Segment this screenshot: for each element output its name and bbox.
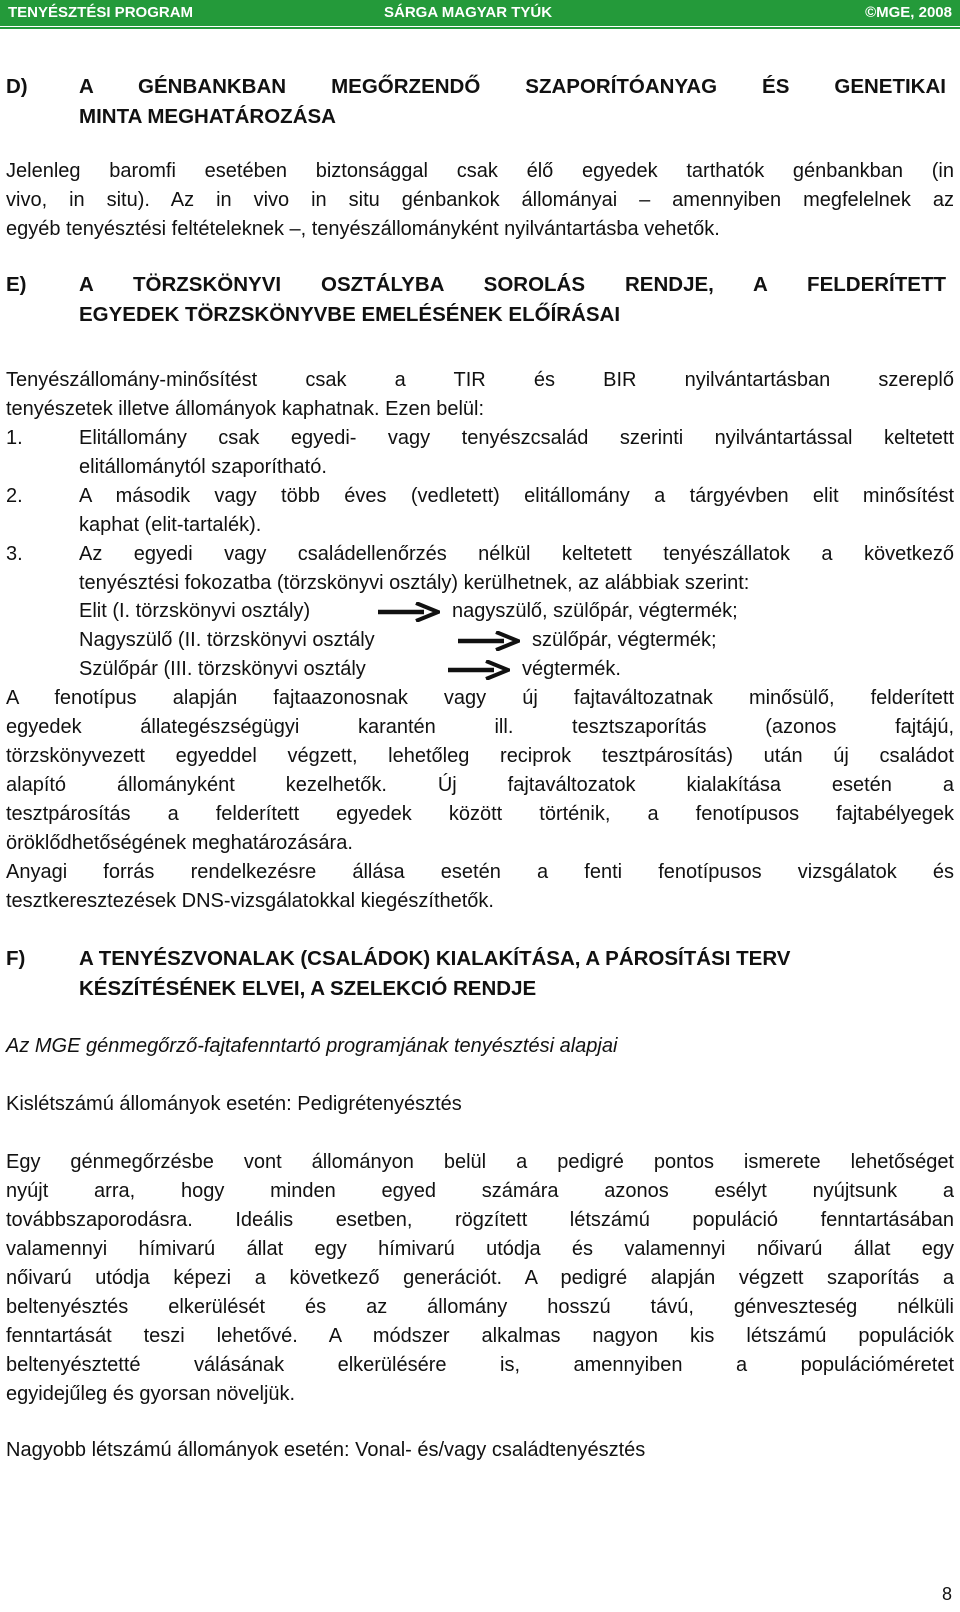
header-program: TENYÉSZTÉSI PROGRAM bbox=[8, 4, 194, 21]
section-e-paragraph-1 bbox=[6, 684, 954, 858]
class-row-nagyszulo-to bbox=[532, 626, 717, 655]
class-row-nagyszulo bbox=[79, 626, 375, 655]
list-item bbox=[6, 482, 954, 540]
list-item-number: 3. bbox=[6, 543, 23, 565]
paragraph-line: tesztkeresztezések DNS-vizsgálatokkal kiegészíthetők. bbox=[6, 890, 494, 912]
section-e-title bbox=[79, 270, 946, 330]
large-population-heading bbox=[6, 1436, 954, 1465]
section-e-title-line: A TÖRZSKÖNYVI OSZTÁLYBA SOROLÁS RENDJE, A FELDERÍTETT bbox=[79, 273, 946, 296]
list-item-line: A második vagy több éves (vedletett) elitállomány a tárgyévben elit minősítést bbox=[79, 485, 954, 507]
section-d-title-line: A GÉNBANKBAN MEGŐRZENDŐ SZAPORÍTÓANYAG ÉS GENETIKAI bbox=[79, 75, 946, 98]
right-arrow-icon bbox=[378, 602, 440, 622]
section-d-title-line: MINTA MEGHATÁROZÁSA bbox=[79, 105, 336, 128]
section-e-title-line: EGYEDEK TÖRZSKÖNYVBE EMELÉSÉNEK ELŐÍRÁSAI bbox=[79, 303, 621, 326]
class-row-szulopar-to bbox=[522, 655, 621, 684]
list-item-line: Elitállomány csak egyedi- vagy tenyészcsalád szerinti nyilvántartással keltetett bbox=[79, 427, 954, 449]
paragraph-line: Anyagi forrás rendelkezésre állása esetén a fenti fenotípusos vizsgálatok és bbox=[6, 861, 954, 883]
section-f-letter: F) bbox=[6, 947, 26, 970]
list-item-line: elitállománytól szaporítható. bbox=[79, 456, 327, 478]
class-row-to: nagyszülő, szülőpár, végtermék; bbox=[452, 600, 738, 622]
section-e-intro bbox=[6, 366, 954, 424]
right-arrow-icon bbox=[458, 631, 520, 651]
class-row-elit bbox=[79, 597, 310, 626]
paragraph-line: A fenotípus alapján fajtaazonosnak vagy új fajtaváltozatnak minősülő, felderített bbox=[6, 687, 954, 709]
paragraph-line: Egy génmegőrzésbe vont állományon belül a pedigré pontos ismerete lehetőséget bbox=[6, 1151, 954, 1173]
paragraph-line: tesztpárosítás a felderített egyedek között történik, a fenotípusos fajtabélyegek bbox=[6, 803, 954, 825]
class-row-to: szülőpár, végtermék; bbox=[532, 629, 717, 651]
header-breed: SÁRGA MAGYAR TYÚK bbox=[384, 4, 553, 21]
list-item bbox=[6, 424, 954, 482]
class-row-elit-to bbox=[452, 597, 738, 626]
paragraph-line: beltenyésztés elkerülését és az állomány hosszú távú, génveszteség nélküli bbox=[6, 1296, 954, 1318]
list-item bbox=[6, 540, 954, 598]
paragraph-line: alapító állományként kezelhetők. Új fajtaváltozatok kialakítása esetén a bbox=[6, 774, 954, 796]
paragraph-line: tenyészetek illetve állományok kaphatnak. Ezen belül: bbox=[6, 398, 485, 420]
section-e-list bbox=[6, 424, 954, 598]
section-d-paragraph bbox=[6, 157, 954, 244]
paragraph-line: fenntartását teszi lehetővé. A módszer alkalmas nagyon kis létszámú populációk bbox=[6, 1325, 954, 1347]
section-e-heading bbox=[6, 270, 946, 330]
class-row-from: Szülőpár (III. törzskönyvi osztály bbox=[79, 658, 366, 680]
section-f-title-line: KÉSZÍTÉSÉNEK ELVEI, A SZELEKCIÓ RENDJE bbox=[79, 977, 537, 1000]
paragraph-line: egyedek állategészségügyi karantén ill. tesztszaporítás (azonos fajtájú, bbox=[6, 716, 954, 738]
paragraph-line: beltenyésztetté válásának elkerülésére is, amennyiben a populációméretet bbox=[6, 1354, 954, 1376]
paragraph-line: törzskönyvezett egyeddel végzett, lehetőleg reciprok tesztpárosítás) után új családot bbox=[6, 745, 954, 767]
section-f-title-line: A TENYÉSZVONALAK (CSALÁDOK) KIALAKÍTÁSA, A PÁROSÍTÁSI TERV bbox=[79, 947, 791, 970]
paragraph-line: Jelenleg baromfi esetében biztonsággal csak élő egyedek tarthatók génbankban (in bbox=[6, 160, 954, 182]
list-item-line: tenyésztési fokozatba (törzskönyvi osztály) kerülhetnek, az alábbiak szerint: bbox=[79, 572, 750, 594]
section-e-letter: E) bbox=[6, 273, 27, 296]
paragraph-line: valamennyi hímivarú állat egy hímivarú utódja és valamennyi nőivarú állat egy bbox=[6, 1238, 954, 1260]
small-population-heading bbox=[6, 1090, 954, 1119]
list-item-line: Az egyedi vagy családellenőrzés nélkül keltetett tenyészállatok a következő bbox=[79, 543, 954, 565]
paragraph-line: öröklődhetőségének meghatározására. bbox=[6, 832, 353, 854]
right-arrow-icon bbox=[448, 660, 510, 680]
paragraph-line: egyéb tenyésztési feltételeknek –, tenyészállományként nyilvántartásba vehetők. bbox=[6, 218, 720, 240]
section-f-heading bbox=[6, 944, 946, 1004]
section-d-letter: D) bbox=[6, 75, 28, 98]
class-row-from: Elit (I. törzskönyvi osztály) bbox=[79, 600, 311, 622]
class-row-from: Nagyszülő (II. törzskönyvi osztály bbox=[79, 629, 375, 651]
paragraph-line: egyidejűleg és gyorsan növeljük. bbox=[6, 1383, 296, 1405]
paragraph-line: vivo, in situ). Az in vivo in situ génbankok állományai – amennyiben megfelelnek az bbox=[6, 189, 954, 211]
paragraph-line: továbbszaporodásra. Ideális esetben, rögzített létszámú populáció fenntartásában bbox=[6, 1209, 954, 1231]
section-f-title bbox=[79, 944, 946, 1004]
section-e-paragraph-2 bbox=[6, 858, 954, 916]
subsection-heading: Nagyobb létszámú állományok esetén: Vonal- és/vagy családtenyésztés bbox=[6, 1439, 646, 1461]
subsection-heading: Kislétszámú állományok esetén: Pedigrétenyésztés bbox=[6, 1093, 462, 1115]
header-rule bbox=[0, 27, 960, 29]
class-row-to: végtermék. bbox=[522, 658, 621, 680]
section-d-title bbox=[79, 72, 946, 132]
subtitle-line: Az MGE génmegőrző-fajtafenntartó programjának tenyésztési alapjai bbox=[6, 1035, 618, 1057]
list-item-line: kaphat (elit-tartalék). bbox=[79, 514, 262, 536]
section-d-heading bbox=[6, 72, 946, 132]
page-number: 8 bbox=[941, 1584, 952, 1604]
paragraph-line: nyújt arra, hogy minden egyed számára azonos esélyt nyújtsunk a bbox=[6, 1180, 954, 1202]
header-copyright: ©MGE, 2008 bbox=[865, 4, 952, 21]
class-row-szulopar bbox=[79, 655, 366, 684]
list-item-number: 1. bbox=[6, 427, 23, 449]
page-header bbox=[0, 0, 960, 26]
section-f-paragraph bbox=[6, 1148, 954, 1409]
section-f-subtitle bbox=[6, 1032, 954, 1061]
list-item-number: 2. bbox=[6, 485, 23, 507]
paragraph-line: nőivarú utódja képezi a következő generációt. A pedigré alapján végzett szaporítás a bbox=[6, 1267, 954, 1289]
paragraph-line: Tenyészállomány-minősítést csak a TIR és BIR nyilvántartásban szereplő bbox=[6, 369, 954, 391]
